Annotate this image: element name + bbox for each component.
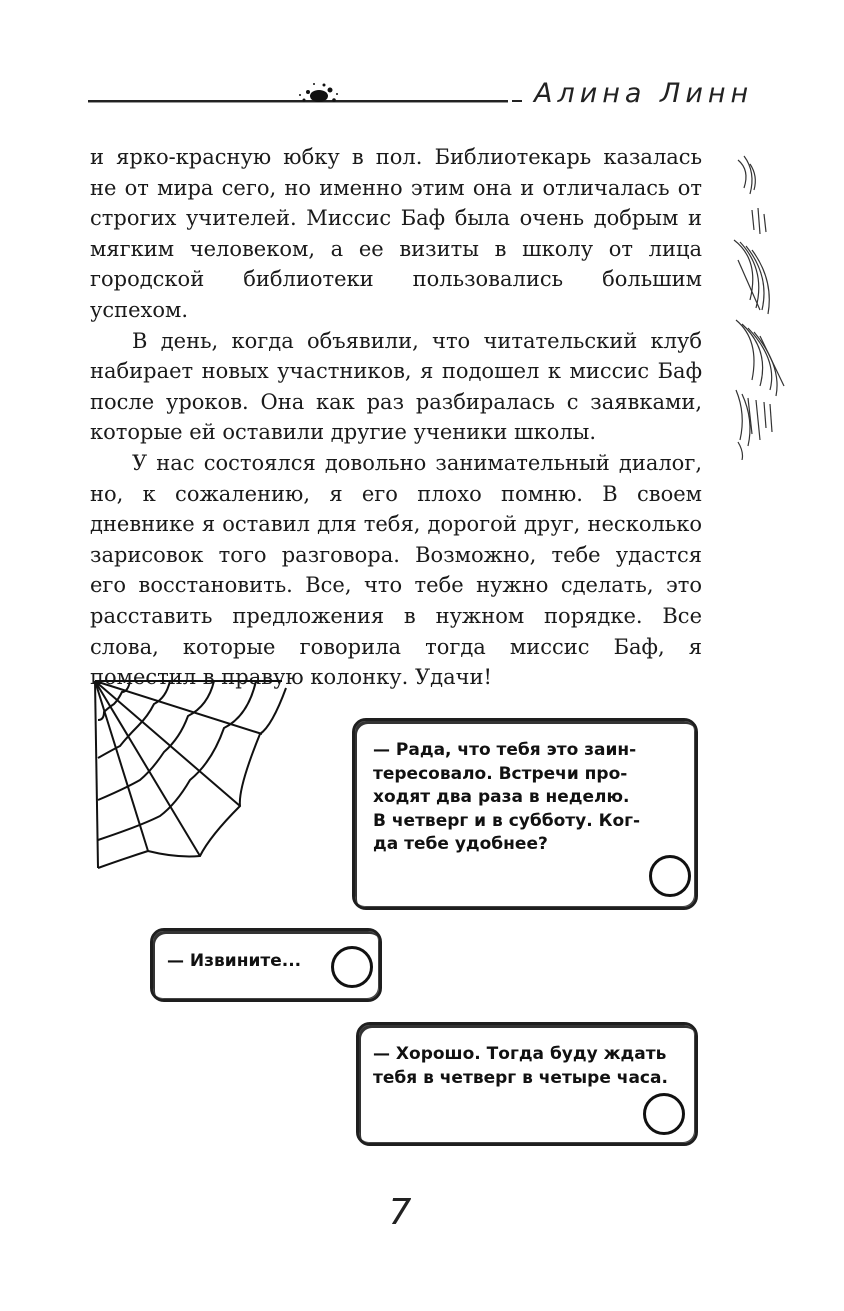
- card-line: да тебе удобнее?: [373, 834, 548, 854]
- card-line: тебя в четверг в четыре часа.: [373, 1067, 668, 1088]
- ink-blot-icon: [296, 80, 342, 106]
- paragraph-1: и ярко-красную юбку в пол. Библиотекарь казалась не от мира сего, но именно этим она и отличалась от строгих учителей. Миссис Баф была очень добрым и мягким человеком, а ее визиты в школу от лица городской библиотеки пользовались большим успехом.: [90, 145, 702, 322]
- dialog-card-1: [352, 718, 698, 910]
- dialog-card-2: [150, 928, 382, 1002]
- header-rule-dash: [512, 100, 522, 102]
- cobweb-icon: [90, 676, 290, 876]
- card-line: — Извините...: [167, 951, 302, 971]
- dialog-card-3: [356, 1022, 698, 1146]
- dialog-card-3-text: [373, 1043, 691, 1090]
- paragraph-3: У нас состоялся довольно занимательный диалог, но, к сожалению, я его плохо помню. В своем дневнике я оставил для тебя, дорогой друг, несколько зарисовок того разговора. Возможно, тебе удастся его восстановить. Все, что тебе нужно сделать, это расставить предложения в нужном порядке. Все слова, которые говорила тогда миссис Баф, я поместил в правую колонку. Удачи!: [90, 450, 702, 690]
- order-circle-2[interactable]: [331, 946, 373, 988]
- card-line: В четверг и в субботу. Ког-: [373, 810, 641, 831]
- scribble-decoration-icon: [730, 150, 790, 460]
- main-text: [90, 142, 702, 693]
- dialog-card-1-text: [373, 739, 691, 857]
- order-circle-3[interactable]: [643, 1093, 685, 1135]
- card-line: — Хорошо. Тогда буду ждать: [373, 1044, 667, 1064]
- order-circle-1[interactable]: [649, 855, 691, 897]
- author-name: Алина Линн: [534, 78, 754, 109]
- card-line: тересовало. Встречи про-: [373, 763, 628, 784]
- card-line: — Рада, что тебя это заин-: [373, 740, 637, 760]
- card-line: ходят два раза в неделю.: [373, 787, 630, 807]
- dialog-card-2-text: [167, 950, 337, 974]
- page-number: 7: [388, 1192, 412, 1233]
- paragraph-2: В день, когда объявили, что читательский клуб набирает новых участников, я подошел к миссис Баф после уроков. Она как раз разбиралась с заявками, которые ей оставили другие ученики школы.: [90, 328, 702, 445]
